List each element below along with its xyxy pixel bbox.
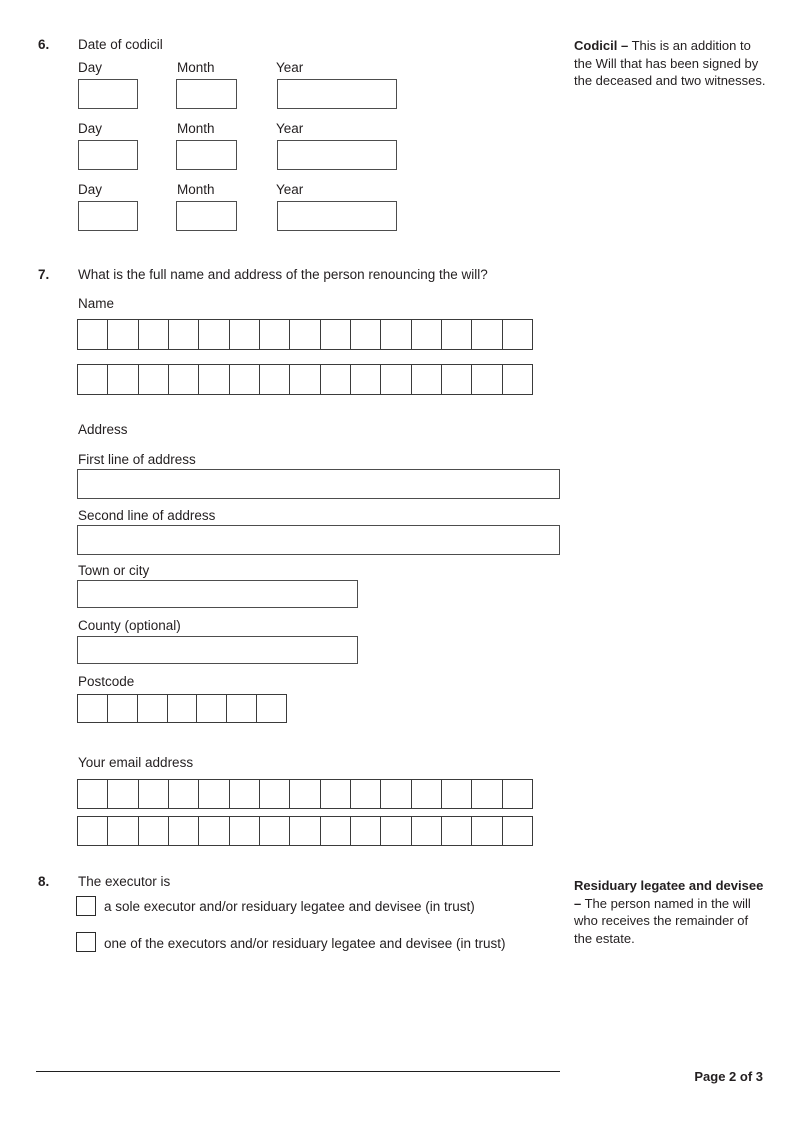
char-box[interactable]: [321, 365, 351, 394]
email-char-row-1: [77, 779, 533, 809]
address-line1-input[interactable]: [77, 469, 560, 499]
char-box[interactable]: [230, 817, 260, 845]
char-box[interactable]: [321, 320, 351, 349]
char-box[interactable]: [351, 320, 381, 349]
char-box[interactable]: [108, 365, 138, 394]
char-box[interactable]: [139, 365, 169, 394]
residuary-note: [574, 877, 766, 947]
year-input[interactable]: [277, 140, 397, 170]
char-box[interactable]: [230, 780, 260, 808]
char-box[interactable]: [321, 817, 351, 845]
char-box[interactable]: [442, 817, 472, 845]
char-box[interactable]: [78, 320, 108, 349]
char-box[interactable]: [230, 320, 260, 349]
address-label: Address: [78, 422, 128, 437]
char-box[interactable]: [199, 780, 229, 808]
char-box[interactable]: [168, 695, 198, 722]
section8-title: The executor is: [78, 874, 171, 889]
name-char-row-1: [77, 319, 533, 350]
char-box[interactable]: [199, 365, 229, 394]
month-label: Month: [177, 182, 215, 197]
char-box[interactable]: [230, 365, 260, 394]
char-box[interactable]: [381, 320, 411, 349]
year-label: Year: [276, 60, 304, 75]
residuary-note-term: Residuary legatee and devisee –: [574, 878, 764, 911]
char-box[interactable]: [108, 695, 138, 722]
char-box[interactable]: [169, 365, 199, 394]
month-input[interactable]: [176, 79, 237, 109]
char-box[interactable]: [260, 320, 290, 349]
char-box[interactable]: [351, 817, 381, 845]
char-box[interactable]: [412, 365, 442, 394]
char-box[interactable]: [139, 320, 169, 349]
char-box[interactable]: [381, 817, 411, 845]
char-box[interactable]: [472, 817, 502, 845]
checkbox-sole-executor-label: a sole executor and/or residuary legatee and devisee (in trust): [104, 899, 475, 914]
char-box[interactable]: [381, 780, 411, 808]
codicil-note: [574, 37, 766, 90]
char-box[interactable]: [503, 365, 532, 394]
char-box[interactable]: [503, 817, 532, 845]
section7-question: What is the full name and address of the person renouncing the will?: [78, 267, 488, 282]
char-box[interactable]: [260, 780, 290, 808]
char-box[interactable]: [199, 320, 229, 349]
address-line1-label: First line of address: [78, 452, 196, 467]
day-input[interactable]: [78, 79, 138, 109]
name-char-row-2: [77, 364, 533, 395]
char-box[interactable]: [227, 695, 257, 722]
email-label: Your email address: [78, 755, 194, 770]
year-label: Year: [276, 182, 304, 197]
char-box[interactable]: [351, 780, 381, 808]
month-label: Month: [177, 121, 215, 136]
codicil-note-text: This is an addition to the Will that has been signed by the deceased and two witnesses.: [574, 38, 766, 88]
email-char-row-2: [77, 816, 533, 846]
char-box[interactable]: [290, 320, 320, 349]
char-box[interactable]: [381, 365, 411, 394]
postcode-char-row: [77, 694, 287, 723]
char-box[interactable]: [139, 817, 169, 845]
char-box[interactable]: [260, 817, 290, 845]
county-input[interactable]: [77, 636, 358, 664]
char-box[interactable]: [412, 817, 442, 845]
char-box[interactable]: [169, 320, 199, 349]
char-box[interactable]: [78, 780, 108, 808]
residuary-note-text: The person named in the will who receives the remainder of the estate.: [574, 895, 751, 946]
town-label: Town or city: [78, 563, 150, 578]
char-box[interactable]: [78, 695, 108, 722]
char-box[interactable]: [442, 320, 472, 349]
checkbox-one-of-executors[interactable]: [76, 932, 96, 952]
footer-divider: [36, 1071, 560, 1072]
year-input[interactable]: [277, 79, 397, 109]
checkbox-sole-executor[interactable]: [76, 896, 96, 916]
char-box[interactable]: [503, 320, 532, 349]
char-box[interactable]: [108, 320, 138, 349]
day-label: Day: [78, 60, 103, 75]
char-box[interactable]: [108, 817, 138, 845]
char-box[interactable]: [472, 365, 502, 394]
char-box[interactable]: [199, 817, 229, 845]
section6-number: 6.: [38, 37, 50, 52]
page-number: Page 2 of 3: [694, 1069, 763, 1084]
char-box[interactable]: [138, 695, 168, 722]
address-line2-label: Second line of address: [78, 508, 216, 523]
char-box[interactable]: [472, 320, 502, 349]
char-box[interactable]: [169, 780, 199, 808]
char-box[interactable]: [257, 695, 286, 722]
codicil-note-term: Codicil –: [574, 38, 629, 53]
day-input[interactable]: [78, 201, 138, 231]
char-box[interactable]: [351, 365, 381, 394]
day-input[interactable]: [78, 140, 138, 170]
day-label: Day: [78, 182, 103, 197]
year-label: Year: [276, 121, 304, 136]
address-line2-input[interactable]: [77, 525, 560, 555]
char-box[interactable]: [412, 780, 442, 808]
char-box[interactable]: [442, 365, 472, 394]
checkbox-one-of-executors-label: one of the executors and/or residuary legatee and devisee (in trust): [104, 936, 506, 951]
char-box[interactable]: [169, 817, 199, 845]
name-label: Name: [78, 296, 115, 311]
char-box[interactable]: [139, 780, 169, 808]
month-input[interactable]: [176, 140, 237, 170]
char-box[interactable]: [290, 817, 320, 845]
section7-number: 7.: [38, 267, 50, 282]
char-box[interactable]: [290, 780, 320, 808]
char-box[interactable]: [442, 780, 472, 808]
char-box[interactable]: [503, 780, 532, 808]
char-box[interactable]: [78, 365, 108, 394]
char-box[interactable]: [290, 365, 320, 394]
month-label: Month: [177, 60, 215, 75]
char-box[interactable]: [412, 320, 442, 349]
section8-number: 8.: [38, 874, 50, 889]
month-input[interactable]: [176, 201, 237, 231]
postcode-label: Postcode: [78, 674, 135, 689]
town-input[interactable]: [77, 580, 358, 608]
day-label: Day: [78, 121, 103, 136]
char-box[interactable]: [260, 365, 290, 394]
section6-title: Date of codicil: [78, 37, 163, 52]
char-box[interactable]: [108, 780, 138, 808]
year-input[interactable]: [277, 201, 397, 231]
char-box[interactable]: [472, 780, 502, 808]
county-label: County (optional): [78, 618, 181, 633]
char-box[interactable]: [321, 780, 351, 808]
char-box[interactable]: [197, 695, 227, 722]
char-box[interactable]: [78, 817, 108, 845]
